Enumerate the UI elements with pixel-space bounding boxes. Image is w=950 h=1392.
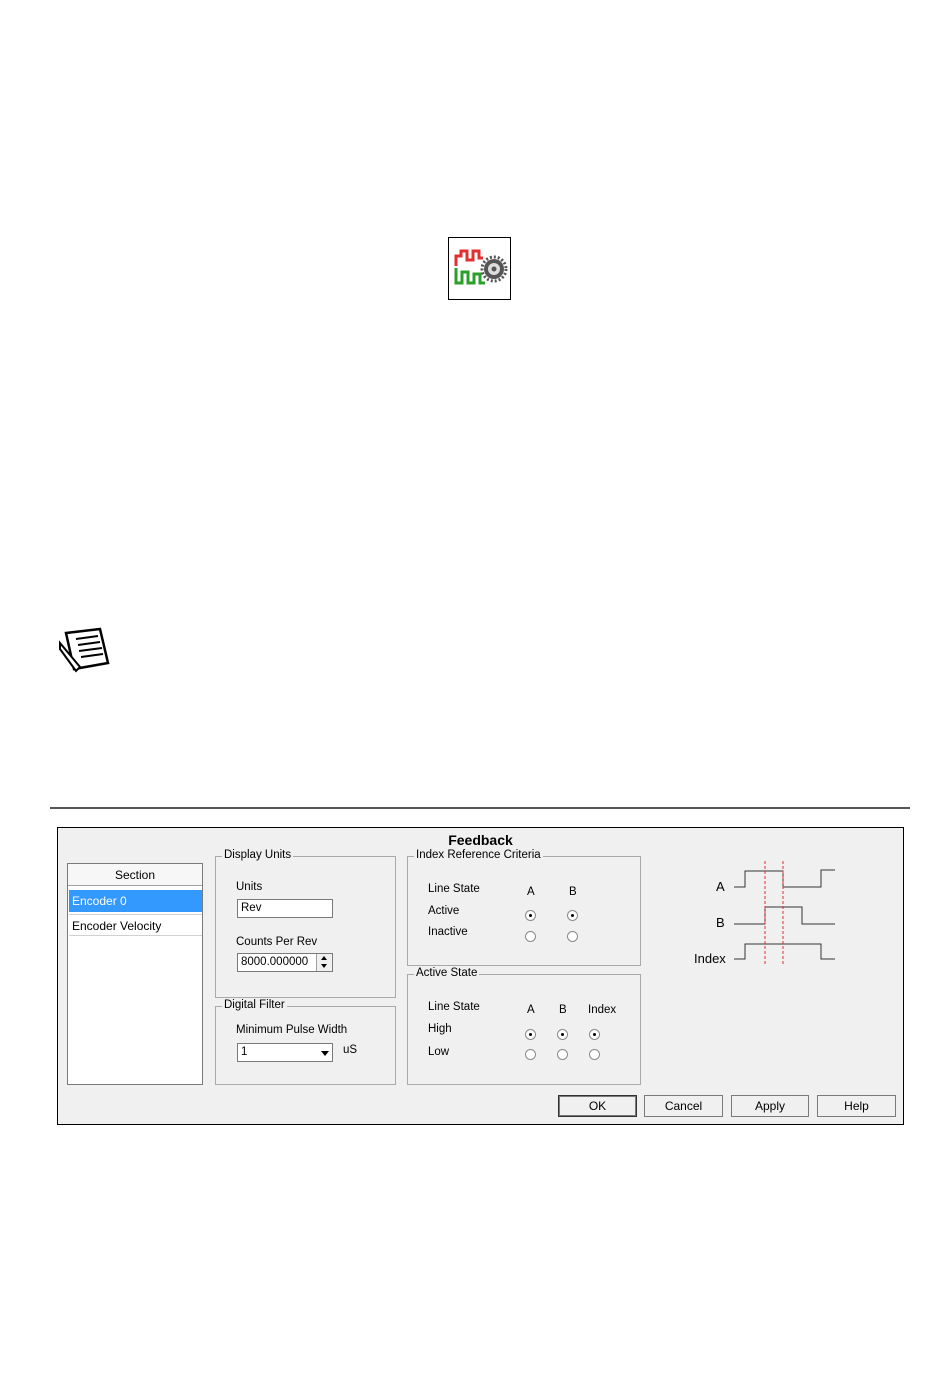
dialog-title: Feedback [448,832,513,848]
col-b-label: B [559,1004,567,1016]
cancel-button[interactable]: Cancel [644,1095,723,1117]
col-a-label: A [527,886,535,898]
active-state-b-high-radio[interactable] [557,1029,568,1040]
counts-per-rev-label: Counts Per Rev [236,936,318,948]
minimum-pulse-width-value: 1 [241,1046,248,1058]
counts-per-rev-value: 8000.000000 [241,956,309,968]
minimum-pulse-width-label: Minimum Pulse Width [236,1024,348,1036]
section-divider [50,807,910,809]
col-index-label: Index [588,1004,617,1016]
waveform-label-a: A [716,879,725,894]
section-item-encoder-velocity[interactable]: Encoder Velocity [69,914,202,936]
units-label: Units [236,881,263,893]
col-b-label: B [569,886,577,898]
active-state-a-low-radio[interactable] [525,1049,536,1060]
section-item-encoder-0[interactable]: Encoder 0 [69,890,202,912]
pulse-width-unit: uS [343,1044,358,1056]
line-state-label: Line State [428,1001,480,1013]
active-state-b-low-radio[interactable] [557,1049,568,1060]
chevron-down-icon[interactable] [321,1051,329,1056]
encoder-waveform-diagram [678,856,848,976]
index-ref-b-inactive-radio[interactable] [567,931,578,942]
waveform-label-b: B [716,915,725,930]
display-units-group-label: Display Units [224,849,292,861]
section-list-header[interactable]: Section [68,864,202,886]
ok-button[interactable]: OK [558,1095,637,1117]
index-reference-group-label: Index Reference Criteria [416,849,541,861]
counts-per-rev-input[interactable] [237,953,333,972]
row-high-label: High [428,1023,452,1035]
col-a-label: A [527,1004,535,1016]
section-list[interactable] [67,863,203,1085]
digital-filter-group-label: Digital Filter [224,999,285,1011]
active-state-a-high-radio[interactable] [525,1029,536,1040]
feedback-dialog [57,827,904,1125]
minimum-pulse-width-select[interactable] [237,1043,333,1062]
help-button[interactable]: Help [817,1095,896,1117]
spin-up-icon[interactable] [321,956,327,960]
row-inactive-label: Inactive [428,926,468,938]
apply-button[interactable]: Apply [731,1095,809,1117]
waveform-label-index: Index [694,951,726,966]
encoder-feedback-icon [448,237,511,300]
line-state-label: Line State [428,883,480,895]
index-ref-a-inactive-radio[interactable] [525,931,536,942]
row-active-label: Active [428,905,460,917]
active-state-index-high-radio[interactable] [589,1029,600,1040]
active-state-index-low-radio[interactable] [589,1049,600,1060]
row-low-label: Low [428,1046,450,1058]
display-units-group [215,849,396,998]
note-icon [58,627,114,673]
counts-spinner[interactable] [316,954,332,971]
index-ref-a-active-radio[interactable] [525,910,536,921]
units-input[interactable]: Rev [237,899,333,918]
index-ref-b-active-radio[interactable] [567,910,578,921]
active-state-group [407,967,641,1085]
active-state-group-label: Active State [416,967,478,979]
spin-down-icon[interactable] [321,964,327,968]
digital-filter-group [215,999,396,1085]
index-reference-group [407,849,641,966]
